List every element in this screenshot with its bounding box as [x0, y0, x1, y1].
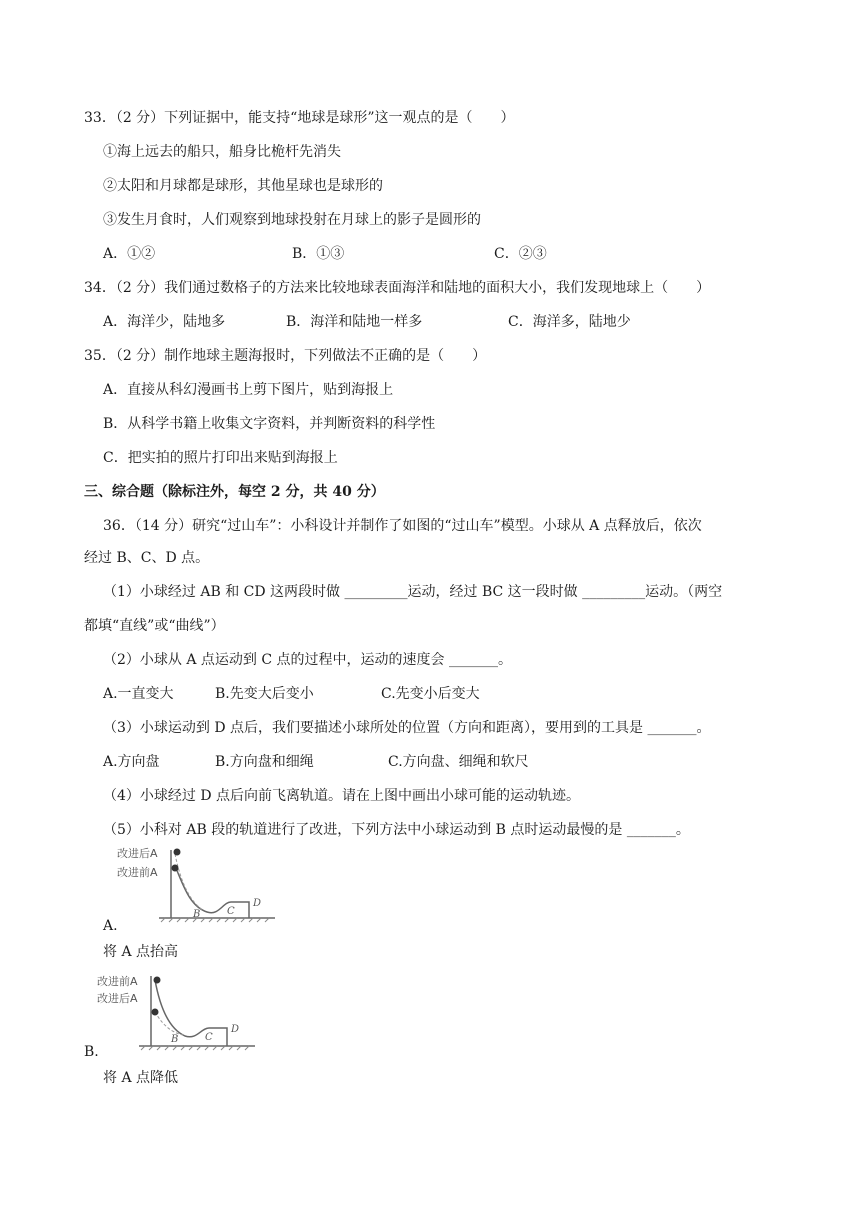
figure-a [115, 844, 280, 924]
figure-b-label-b: B [171, 1034, 179, 1045]
figure-b-label-d: D [231, 1024, 240, 1035]
q33-stem: 33．（2 分）下列证据中，能支持“地球是球形”这一观点的是（ ） [84, 110, 515, 126]
figure-b-option-letter: B. [84, 1044, 99, 1060]
q36-part1-line2: 都填“直线”或“曲线”） [84, 618, 225, 634]
q34-option-a: A．海洋少，陆地多 [103, 314, 226, 330]
q34-option-b: B．海洋和陆地一样多 [286, 314, 423, 330]
q36-part2-option-c: C.先变小后变大 [381, 686, 480, 702]
figure-b-label-c: C [205, 1032, 213, 1043]
q33-option-c: C．②③ [494, 246, 547, 262]
q35-option-b: B．从科学书籍上收集文字资料，并判断资料的科学性 [103, 416, 436, 432]
figure-b-label-top: 改进前A [97, 975, 138, 988]
q36-part4: （4）小球经过 D 点后向前飞离轨道。请在上图中画出小球可能的运动轨迹。 [103, 788, 581, 804]
q33-item-1: ①海上远去的船只，船身比桅杆先消失 [103, 144, 341, 160]
figure-a-label-d: D [253, 898, 262, 909]
figure-a-diagram [115, 844, 280, 924]
q33-item-3: ③发生月食时，人们观察到地球投射在月球上的影子是圆形的 [103, 212, 481, 228]
figure-b-label-bottom: 改进后A [97, 992, 138, 1005]
figure-b-diagram [95, 972, 260, 1052]
q36-part3-option-b: B.方向盘和细绳 [215, 754, 314, 770]
q33-option-a: A．①② [103, 246, 156, 262]
q36-intro-line1: 36．（14 分）研究“过山车”：小科设计并制作了如图的“过山车”模型。小球从 A 点释放后，依次 [103, 518, 702, 534]
figure-a-label-top: 改进后A [117, 847, 158, 860]
figure-a-label-c: C [227, 906, 235, 917]
q34-option-c: C．海洋多，陆地少 [508, 314, 631, 330]
q36-part3-option-a: A.方向盘 [103, 754, 160, 770]
q36-part1-line1: （1）小球经过 AB 和 CD 这两段时做 _________运动，经过 BC 这一段时做 _________运动。（两空 [103, 584, 723, 600]
q36-part5: （5）小科对 AB 段的轨道进行了改进，下列方法中小球运动到 B 点时运动最慢的是 _______。 [103, 822, 690, 838]
q36-part2-option-a: A.一直变大 [103, 686, 174, 702]
q35-stem: 35．（2 分）制作地球主题海报时，下列做法不正确的是（ ） [84, 348, 487, 364]
figure-a-label-bottom: 改进前A [117, 866, 158, 879]
figure-b [95, 972, 260, 1052]
q36-part2: （2）小球从 A 点运动到 C 点的过程中，运动的速度会 _______。 [103, 652, 512, 668]
q35-option-c: C．把实拍的照片打印出来贴到海报上 [103, 450, 338, 466]
figure-a-label-b: B [193, 909, 201, 920]
q33-option-b: B．①③ [292, 246, 345, 262]
figure-b-option-text: 将 A 点降低 [103, 1070, 179, 1086]
q35-option-a: A．直接从科幻漫画书上剪下图片，贴到海报上 [103, 382, 394, 398]
q36-part3-option-c: C.方向盘、细绳和软尺 [388, 754, 529, 770]
q33-item-2: ②太阳和月球都是球形，其他星球也是球形的 [103, 178, 383, 194]
figure-a-option-text: 将 A 点抬高 [103, 944, 179, 960]
q36-intro-line2: 经过 B、C、D 点。 [84, 550, 210, 566]
q36-part2-option-b: B.先变大后变小 [215, 686, 314, 702]
q34-stem: 34．（2 分）我们通过数格子的方法来比较地球表面海洋和陆地的面积大小，我们发现地球上（ ） [84, 280, 711, 296]
section-title: 三、综合题（除标注外，每空 2 分，共 40 分） [84, 484, 385, 500]
figure-a-option-letter: A. [103, 918, 118, 934]
q36-part3: （3）小球运动到 D 点后，我们要描述小球所处的位置（方向和距离），要用到的工具是 _______。 [103, 720, 711, 736]
